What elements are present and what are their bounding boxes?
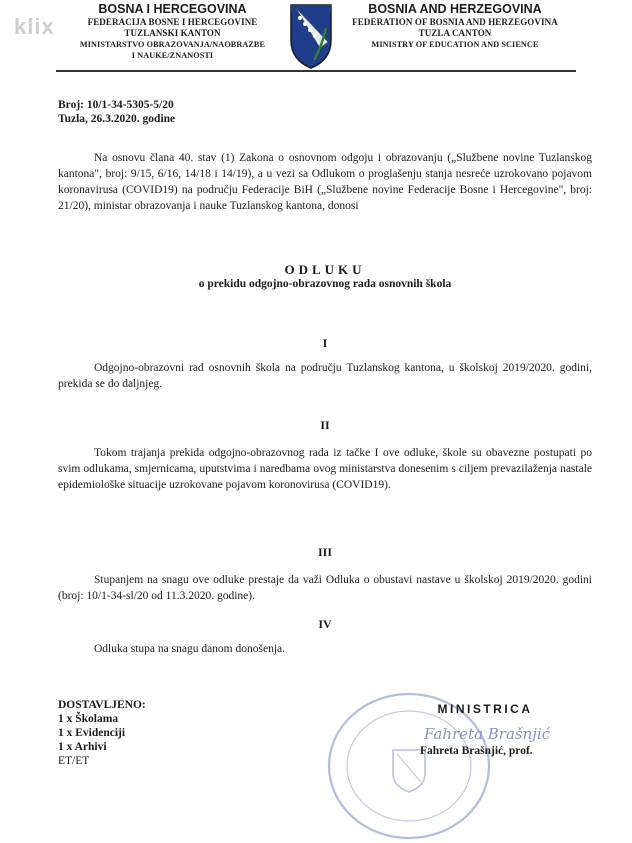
header-divider: [56, 70, 576, 72]
section-numeral-2: II: [320, 418, 330, 432]
header-country-en: BOSNIA AND HERZEGOVINA: [368, 2, 542, 16]
decision-subtitle: o prekidu odgojno-obrazovnog rada osnovnih škola: [198, 278, 452, 290]
section-text-1: Odgojno-obrazovni rad osnovnih škola na području Tuzlanskog kantona, u školskoj 2019/2020. godini, prekida se do daljnjeg.: [58, 362, 592, 390]
header-ministry-en: MINISTRY OF EDUCATION AND SCIENCE: [371, 40, 539, 49]
reference-place-date: Tuzla, 26.3.2020. godine: [58, 112, 176, 125]
header-canton-bs: TUZLANSKI KANTON: [124, 28, 221, 38]
delivery-item: 1 x Evidenciji: [58, 727, 126, 739]
section-numeral-3: III: [317, 545, 332, 559]
header-ministry-bs-1: MINISTARSTVO OBRAZOVANJA/NAOBRAZBE: [79, 40, 266, 49]
coat-of-arms-icon: [288, 2, 334, 70]
delivery-initials: ET/ET: [58, 755, 90, 767]
header-right: [335, 4, 575, 50]
header-left: [60, 4, 285, 61]
header-federation-bs: FEDERACIJA BOSNE I HERCEGOVINE: [87, 17, 258, 27]
preamble-paragraph: Na osnovu člana 40. stav (1) Zakona o osnovnom odgoju i obrazovanju („Službene novine Tuzlanskog kantona", broj: 9/15, 6/16, 14/18 i 14/19), a u vezi sa Odlukom o proglašenju stanja nesreće uzrokovano pojavom koronavirusa (COVID19) na području Federacije BiH („Službene novine Federacije Bosne i Hercegovine", broj: 21/20), ministar obrazovanja i nauke Tuzlanskog kantona, donosi: [58, 152, 592, 212]
section-numeral-1: I: [322, 336, 328, 350]
section-text-2: Tokom trajanja prekida odgojno-obrazovnog rada iz tačke I ove odluke, škole su obavezne postupati po svim odlukama, smjernicama, uputstvima i naredbama ovog ministarstva donesenim s ciljem prevazilaženja nastale epidemiološke situacije uzrokovane pojavom koronovirusa (COVID19).: [58, 447, 592, 491]
delivery-heading: DOSTAVLJENO:: [58, 699, 146, 711]
section-text-4: Odluka stupa na snagu danom donošenja.: [94, 643, 285, 655]
delivery-list: [58, 698, 146, 768]
watermark-logo: klix: [14, 14, 55, 39]
header-federation-en: FEDERATION OF BOSNIA AND HERZEGOVINA: [352, 17, 558, 27]
header-ministry-bs-2: I NAUKE/ZNANOSTI: [131, 51, 214, 60]
reference-number: Broj: 10/1-34-5305-5/20: [58, 99, 174, 111]
decision-title: ODLUKU: [284, 262, 366, 277]
header-country-bs: BOSNA I HERCEGOVINA: [98, 2, 247, 16]
document-reference: [58, 99, 175, 126]
minister-title: MINISTRICA: [437, 702, 533, 716]
signature-handwriting: Fahreta Brašnjić: [424, 725, 551, 743]
delivery-item: 1 x Školama: [58, 713, 119, 725]
handwritten-signature: [418, 718, 568, 748]
delivery-item: 1 x Arhivi: [58, 741, 107, 753]
header-canton-en: TUZLA CANTON: [418, 28, 492, 38]
section-numeral-4: IV: [318, 617, 332, 631]
minister-name: Fahreta Brašnjić, prof.: [420, 745, 533, 757]
section-text-3: Stupanjem na snagu ove odluke prestaje da važi Odluka o obustavi nastave u školskoj 2019/2020. godini (broj: 10/1-34-sl/20 od 11.3.2020. godine).: [58, 574, 592, 602]
